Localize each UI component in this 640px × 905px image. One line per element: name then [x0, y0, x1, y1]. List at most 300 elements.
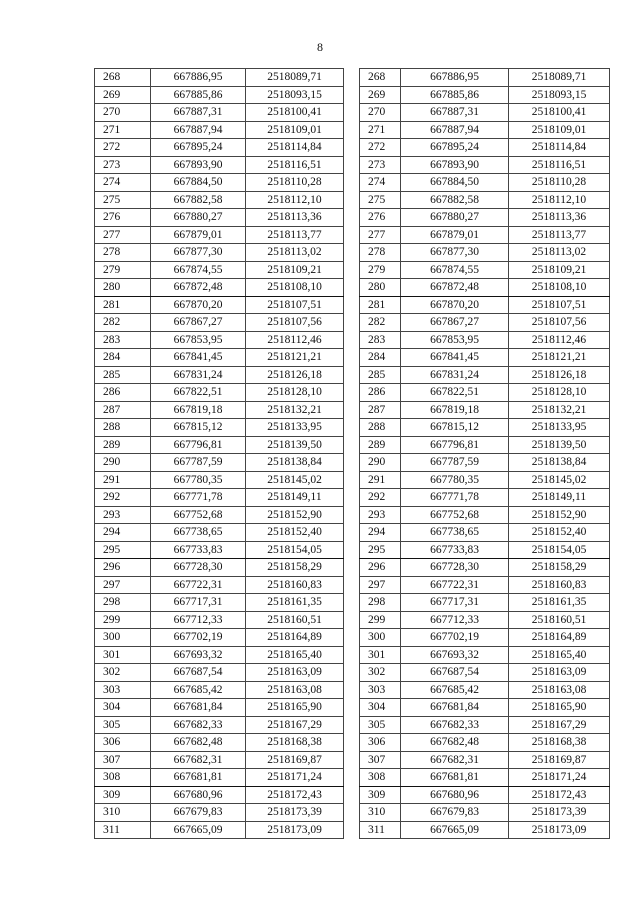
y-coordinate-cell: 2518109,01 [509, 121, 610, 139]
x-coordinate-cell: 667722,31 [151, 576, 246, 594]
point-number-cell: 309 [360, 786, 401, 804]
point-number-cell: 289 [95, 436, 151, 454]
table-row [360, 244, 610, 262]
table-row [360, 296, 610, 314]
point-number-cell: 308 [95, 769, 151, 787]
table-row [360, 349, 610, 367]
table-row [360, 821, 610, 839]
table-row [360, 104, 610, 122]
x-coordinate-cell: 667887,31 [151, 104, 246, 122]
point-number-cell: 305 [360, 716, 401, 734]
point-number-cell: 311 [95, 821, 151, 839]
point-number-cell: 273 [95, 156, 151, 174]
point-number-cell: 276 [95, 209, 151, 227]
y-coordinate-cell: 2518164,89 [246, 629, 344, 647]
y-coordinate-cell: 2518100,41 [509, 104, 610, 122]
table-row [95, 524, 344, 542]
table-row [95, 156, 344, 174]
y-coordinate-cell: 2518109,21 [509, 261, 610, 279]
point-number-cell: 272 [95, 139, 151, 157]
x-coordinate-cell: 667680,96 [401, 786, 509, 804]
x-coordinate-cell: 667787,59 [151, 454, 246, 472]
x-coordinate-cell: 667702,19 [151, 629, 246, 647]
x-coordinate-cell: 667796,81 [151, 436, 246, 454]
table-row [360, 191, 610, 209]
y-coordinate-cell: 2518126,18 [509, 366, 610, 384]
y-coordinate-cell: 2518109,01 [246, 121, 344, 139]
point-number-cell: 299 [360, 611, 401, 629]
table-row [95, 821, 344, 839]
table-row [360, 506, 610, 524]
table-row [360, 209, 610, 227]
point-number-cell: 301 [360, 646, 401, 664]
x-coordinate-cell: 667780,35 [151, 471, 246, 489]
y-coordinate-cell: 2518163,09 [509, 664, 610, 682]
table-row [360, 86, 610, 104]
y-coordinate-cell: 2518089,71 [246, 69, 344, 87]
x-coordinate-cell: 667841,45 [151, 349, 246, 367]
point-number-cell: 279 [95, 261, 151, 279]
point-number-cell: 300 [360, 629, 401, 647]
point-number-cell: 280 [95, 279, 151, 297]
y-coordinate-cell: 2518165,90 [509, 699, 610, 717]
x-coordinate-cell: 667693,32 [401, 646, 509, 664]
x-coordinate-cell: 667882,58 [151, 191, 246, 209]
x-coordinate-cell: 667679,83 [401, 804, 509, 822]
point-number-cell: 306 [360, 734, 401, 752]
y-coordinate-cell: 2518173,09 [509, 821, 610, 839]
x-coordinate-cell: 667682,48 [401, 734, 509, 752]
point-number-cell: 274 [360, 174, 401, 192]
x-coordinate-cell: 667870,20 [401, 296, 509, 314]
y-coordinate-cell: 2518164,89 [509, 629, 610, 647]
table-row [360, 261, 610, 279]
table-row [95, 314, 344, 332]
y-coordinate-cell: 2518110,28 [509, 174, 610, 192]
table-row [95, 384, 344, 402]
y-coordinate-cell: 2518112,10 [509, 191, 610, 209]
y-coordinate-cell: 2518168,38 [246, 734, 344, 752]
y-coordinate-cell: 2518112,46 [246, 331, 344, 349]
table-row [360, 629, 610, 647]
point-number-cell: 301 [95, 646, 151, 664]
x-coordinate-cell: 667780,35 [401, 471, 509, 489]
x-coordinate-cell: 667712,33 [151, 611, 246, 629]
y-coordinate-cell: 2518113,77 [509, 226, 610, 244]
x-coordinate-cell: 667685,42 [401, 681, 509, 699]
table-row [360, 489, 610, 507]
x-coordinate-cell: 667882,58 [401, 191, 509, 209]
y-coordinate-cell: 2518093,15 [246, 86, 344, 104]
table-row [360, 454, 610, 472]
x-coordinate-cell: 667867,27 [401, 314, 509, 332]
table-row [360, 804, 610, 822]
point-number-cell: 311 [360, 821, 401, 839]
x-coordinate-cell: 667872,48 [151, 279, 246, 297]
x-coordinate-cell: 667738,65 [151, 524, 246, 542]
point-number-cell: 287 [360, 401, 401, 419]
table-row [95, 86, 344, 104]
x-coordinate-cell: 667887,31 [401, 104, 509, 122]
table-row [95, 769, 344, 787]
x-coordinate-cell: 667717,31 [151, 594, 246, 612]
point-number-cell: 304 [95, 699, 151, 717]
y-coordinate-cell: 2518107,56 [246, 314, 344, 332]
x-coordinate-cell: 667787,59 [401, 454, 509, 472]
table-row [95, 594, 344, 612]
point-number-cell: 307 [95, 751, 151, 769]
x-coordinate-cell: 667680,96 [151, 786, 246, 804]
x-coordinate-cell: 667874,55 [401, 261, 509, 279]
table-row [95, 454, 344, 472]
y-coordinate-cell: 2518100,41 [246, 104, 344, 122]
point-number-cell: 297 [95, 576, 151, 594]
point-number-cell: 270 [360, 104, 401, 122]
x-coordinate-cell: 667893,90 [151, 156, 246, 174]
x-coordinate-cell: 667819,18 [401, 401, 509, 419]
y-coordinate-cell: 2518116,51 [509, 156, 610, 174]
point-number-cell: 300 [95, 629, 151, 647]
x-coordinate-cell: 667822,51 [151, 384, 246, 402]
x-coordinate-cell: 667693,32 [151, 646, 246, 664]
x-coordinate-cell: 667682,31 [401, 751, 509, 769]
x-coordinate-cell: 667682,31 [151, 751, 246, 769]
x-coordinate-cell: 667665,09 [151, 821, 246, 839]
x-coordinate-cell: 667681,84 [401, 699, 509, 717]
x-coordinate-cell: 667702,19 [401, 629, 509, 647]
y-coordinate-cell: 2518152,40 [509, 524, 610, 542]
table-row [360, 401, 610, 419]
x-coordinate-cell: 667886,95 [151, 69, 246, 87]
table-row [95, 121, 344, 139]
point-number-cell: 297 [360, 576, 401, 594]
x-coordinate-cell: 667822,51 [401, 384, 509, 402]
point-number-cell: 293 [360, 506, 401, 524]
x-coordinate-cell: 667679,83 [151, 804, 246, 822]
y-coordinate-cell: 2518114,84 [246, 139, 344, 157]
table-row [95, 436, 344, 454]
table-row [360, 786, 610, 804]
y-coordinate-cell: 2518171,24 [246, 769, 344, 787]
table-row [95, 506, 344, 524]
x-coordinate-cell: 667880,27 [401, 209, 509, 227]
x-coordinate-cell: 667874,55 [151, 261, 246, 279]
point-number-cell: 298 [360, 594, 401, 612]
x-coordinate-cell: 667877,30 [401, 244, 509, 262]
y-coordinate-cell: 2518121,21 [509, 349, 610, 367]
table-row [95, 646, 344, 664]
table-row [360, 716, 610, 734]
y-coordinate-cell: 2518163,08 [509, 681, 610, 699]
point-number-cell: 288 [95, 419, 151, 437]
y-coordinate-cell: 2518149,11 [509, 489, 610, 507]
table-row [360, 279, 610, 297]
point-number-cell: 296 [95, 559, 151, 577]
point-number-cell: 293 [95, 506, 151, 524]
x-coordinate-cell: 667870,20 [151, 296, 246, 314]
point-number-cell: 272 [360, 139, 401, 157]
point-number-cell: 275 [360, 191, 401, 209]
point-number-cell: 281 [95, 296, 151, 314]
x-coordinate-cell: 667831,24 [151, 366, 246, 384]
table-row [95, 331, 344, 349]
y-coordinate-cell: 2518161,35 [509, 594, 610, 612]
x-coordinate-cell: 667681,84 [151, 699, 246, 717]
x-coordinate-cell: 667884,50 [401, 174, 509, 192]
point-number-cell: 292 [95, 489, 151, 507]
point-number-cell: 307 [360, 751, 401, 769]
point-number-cell: 275 [95, 191, 151, 209]
point-number-cell: 290 [360, 454, 401, 472]
point-number-cell: 269 [360, 86, 401, 104]
table-row [360, 139, 610, 157]
x-coordinate-cell: 667682,33 [401, 716, 509, 734]
y-coordinate-cell: 2518165,40 [246, 646, 344, 664]
table-row [95, 191, 344, 209]
table-row [95, 681, 344, 699]
table-row [95, 419, 344, 437]
x-coordinate-cell: 667796,81 [401, 436, 509, 454]
point-number-cell: 284 [360, 349, 401, 367]
point-number-cell: 268 [360, 69, 401, 87]
point-number-cell: 298 [95, 594, 151, 612]
point-number-cell: 278 [95, 244, 151, 262]
table-row [360, 419, 610, 437]
x-coordinate-cell: 667815,12 [151, 419, 246, 437]
x-coordinate-cell: 667819,18 [151, 401, 246, 419]
y-coordinate-cell: 2518167,29 [509, 716, 610, 734]
table-row [360, 751, 610, 769]
table-row [95, 296, 344, 314]
x-coordinate-cell: 667884,50 [151, 174, 246, 192]
point-number-cell: 270 [95, 104, 151, 122]
y-coordinate-cell: 2518152,90 [509, 506, 610, 524]
table-row [360, 576, 610, 594]
y-coordinate-cell: 2518149,11 [246, 489, 344, 507]
point-number-cell: 283 [360, 331, 401, 349]
point-number-cell: 299 [95, 611, 151, 629]
y-coordinate-cell: 2518107,51 [246, 296, 344, 314]
table-row [95, 471, 344, 489]
x-coordinate-cell: 667728,30 [401, 559, 509, 577]
x-coordinate-cell: 667885,86 [401, 86, 509, 104]
x-coordinate-cell: 667733,83 [401, 541, 509, 559]
table-row [95, 209, 344, 227]
y-coordinate-cell: 2518171,24 [509, 769, 610, 787]
y-coordinate-cell: 2518173,09 [246, 821, 344, 839]
x-coordinate-cell: 667885,86 [151, 86, 246, 104]
point-number-cell: 268 [95, 69, 151, 87]
y-coordinate-cell: 2518132,21 [246, 401, 344, 419]
point-number-cell: 308 [360, 769, 401, 787]
table-row [360, 226, 610, 244]
y-coordinate-cell: 2518112,10 [246, 191, 344, 209]
table-row [95, 226, 344, 244]
table-row [360, 769, 610, 787]
table-row [360, 699, 610, 717]
point-number-cell: 303 [95, 681, 151, 699]
x-coordinate-cell: 667887,94 [151, 121, 246, 139]
point-number-cell: 302 [95, 664, 151, 682]
table-row [95, 664, 344, 682]
point-number-cell: 289 [360, 436, 401, 454]
y-coordinate-cell: 2518160,51 [509, 611, 610, 629]
x-coordinate-cell: 667879,01 [151, 226, 246, 244]
table-row [360, 681, 610, 699]
table-row [360, 366, 610, 384]
table-row [95, 734, 344, 752]
table-row [95, 401, 344, 419]
x-coordinate-cell: 667895,24 [401, 139, 509, 157]
x-coordinate-cell: 667752,68 [401, 506, 509, 524]
y-coordinate-cell: 2518158,29 [246, 559, 344, 577]
x-coordinate-cell: 667687,54 [151, 664, 246, 682]
x-coordinate-cell: 667853,95 [401, 331, 509, 349]
table-row [360, 524, 610, 542]
point-number-cell: 269 [95, 86, 151, 104]
point-number-cell: 282 [360, 314, 401, 332]
point-number-cell: 306 [95, 734, 151, 752]
table-row [95, 349, 344, 367]
y-coordinate-cell: 2518163,08 [246, 681, 344, 699]
y-coordinate-cell: 2518145,02 [509, 471, 610, 489]
y-coordinate-cell: 2518093,15 [509, 86, 610, 104]
table-row [95, 69, 344, 87]
x-coordinate-cell: 667771,78 [151, 489, 246, 507]
table-row [360, 121, 610, 139]
table-row [95, 541, 344, 559]
y-coordinate-cell: 2518113,77 [246, 226, 344, 244]
x-coordinate-cell: 667886,95 [401, 69, 509, 87]
x-coordinate-cell: 667841,45 [401, 349, 509, 367]
table-row [95, 104, 344, 122]
point-number-cell: 310 [95, 804, 151, 822]
table-row [95, 174, 344, 192]
y-coordinate-cell: 2518109,21 [246, 261, 344, 279]
table-row [95, 559, 344, 577]
x-coordinate-cell: 667880,27 [151, 209, 246, 227]
y-coordinate-cell: 2518107,51 [509, 296, 610, 314]
point-number-cell: 280 [360, 279, 401, 297]
point-number-cell: 273 [360, 156, 401, 174]
table-row [360, 611, 610, 629]
y-coordinate-cell: 2518172,43 [246, 786, 344, 804]
y-coordinate-cell: 2518128,10 [509, 384, 610, 402]
table-row [360, 594, 610, 612]
point-number-cell: 279 [360, 261, 401, 279]
x-coordinate-cell: 667771,78 [401, 489, 509, 507]
table-row [360, 734, 610, 752]
x-coordinate-cell: 667895,24 [151, 139, 246, 157]
y-coordinate-cell: 2518116,51 [246, 156, 344, 174]
table-row [95, 629, 344, 647]
point-number-cell: 295 [360, 541, 401, 559]
y-coordinate-cell: 2518168,38 [509, 734, 610, 752]
point-number-cell: 294 [95, 524, 151, 542]
table-row [360, 384, 610, 402]
point-number-cell: 284 [95, 349, 151, 367]
point-number-cell: 288 [360, 419, 401, 437]
x-coordinate-cell: 667681,81 [401, 769, 509, 787]
y-coordinate-cell: 2518089,71 [509, 69, 610, 87]
y-coordinate-cell: 2518158,29 [509, 559, 610, 577]
x-coordinate-cell: 667815,12 [401, 419, 509, 437]
y-coordinate-cell: 2518145,02 [246, 471, 344, 489]
y-coordinate-cell: 2518112,46 [509, 331, 610, 349]
point-number-cell: 286 [360, 384, 401, 402]
x-coordinate-cell: 667872,48 [401, 279, 509, 297]
y-coordinate-cell: 2518172,43 [509, 786, 610, 804]
point-number-cell: 292 [360, 489, 401, 507]
table-row [360, 156, 610, 174]
y-coordinate-cell: 2518165,40 [509, 646, 610, 664]
y-coordinate-cell: 2518110,28 [246, 174, 344, 192]
table-row [95, 716, 344, 734]
table-row [95, 261, 344, 279]
y-coordinate-cell: 2518163,09 [246, 664, 344, 682]
table-row [360, 646, 610, 664]
y-coordinate-cell: 2518107,56 [509, 314, 610, 332]
point-number-cell: 294 [360, 524, 401, 542]
x-coordinate-cell: 667893,90 [401, 156, 509, 174]
y-coordinate-cell: 2518160,83 [509, 576, 610, 594]
table-row [95, 804, 344, 822]
table-row [95, 366, 344, 384]
point-number-cell: 305 [95, 716, 151, 734]
table-row [360, 69, 610, 87]
x-coordinate-cell: 667717,31 [401, 594, 509, 612]
point-number-cell: 281 [360, 296, 401, 314]
y-coordinate-cell: 2518128,10 [246, 384, 344, 402]
point-number-cell: 304 [360, 699, 401, 717]
point-number-cell: 277 [95, 226, 151, 244]
y-coordinate-cell: 2518167,29 [246, 716, 344, 734]
x-coordinate-cell: 667831,24 [401, 366, 509, 384]
table-row [95, 611, 344, 629]
point-number-cell: 271 [360, 121, 401, 139]
point-number-cell: 283 [95, 331, 151, 349]
y-coordinate-cell: 2518113,36 [509, 209, 610, 227]
y-coordinate-cell: 2518173,39 [246, 804, 344, 822]
y-coordinate-cell: 2518169,87 [246, 751, 344, 769]
table-row [95, 489, 344, 507]
point-number-cell: 274 [95, 174, 151, 192]
x-coordinate-cell: 667867,27 [151, 314, 246, 332]
y-coordinate-cell: 2518139,50 [246, 436, 344, 454]
x-coordinate-cell: 667728,30 [151, 559, 246, 577]
table-row [360, 314, 610, 332]
y-coordinate-cell: 2518161,35 [246, 594, 344, 612]
table-row [95, 786, 344, 804]
x-coordinate-cell: 667665,09 [401, 821, 509, 839]
table-row [360, 541, 610, 559]
x-coordinate-cell: 667752,68 [151, 506, 246, 524]
y-coordinate-cell: 2518133,95 [246, 419, 344, 437]
y-coordinate-cell: 2518113,02 [509, 244, 610, 262]
table-row [360, 436, 610, 454]
y-coordinate-cell: 2518121,21 [246, 349, 344, 367]
x-coordinate-cell: 667733,83 [151, 541, 246, 559]
y-coordinate-cell: 2518133,95 [509, 419, 610, 437]
y-coordinate-cell: 2518165,90 [246, 699, 344, 717]
x-coordinate-cell: 667853,95 [151, 331, 246, 349]
y-coordinate-cell: 2518152,90 [246, 506, 344, 524]
table-row [95, 139, 344, 157]
y-coordinate-cell: 2518126,18 [246, 366, 344, 384]
point-number-cell: 285 [95, 366, 151, 384]
x-coordinate-cell: 667687,54 [401, 664, 509, 682]
y-coordinate-cell: 2518138,84 [246, 454, 344, 472]
